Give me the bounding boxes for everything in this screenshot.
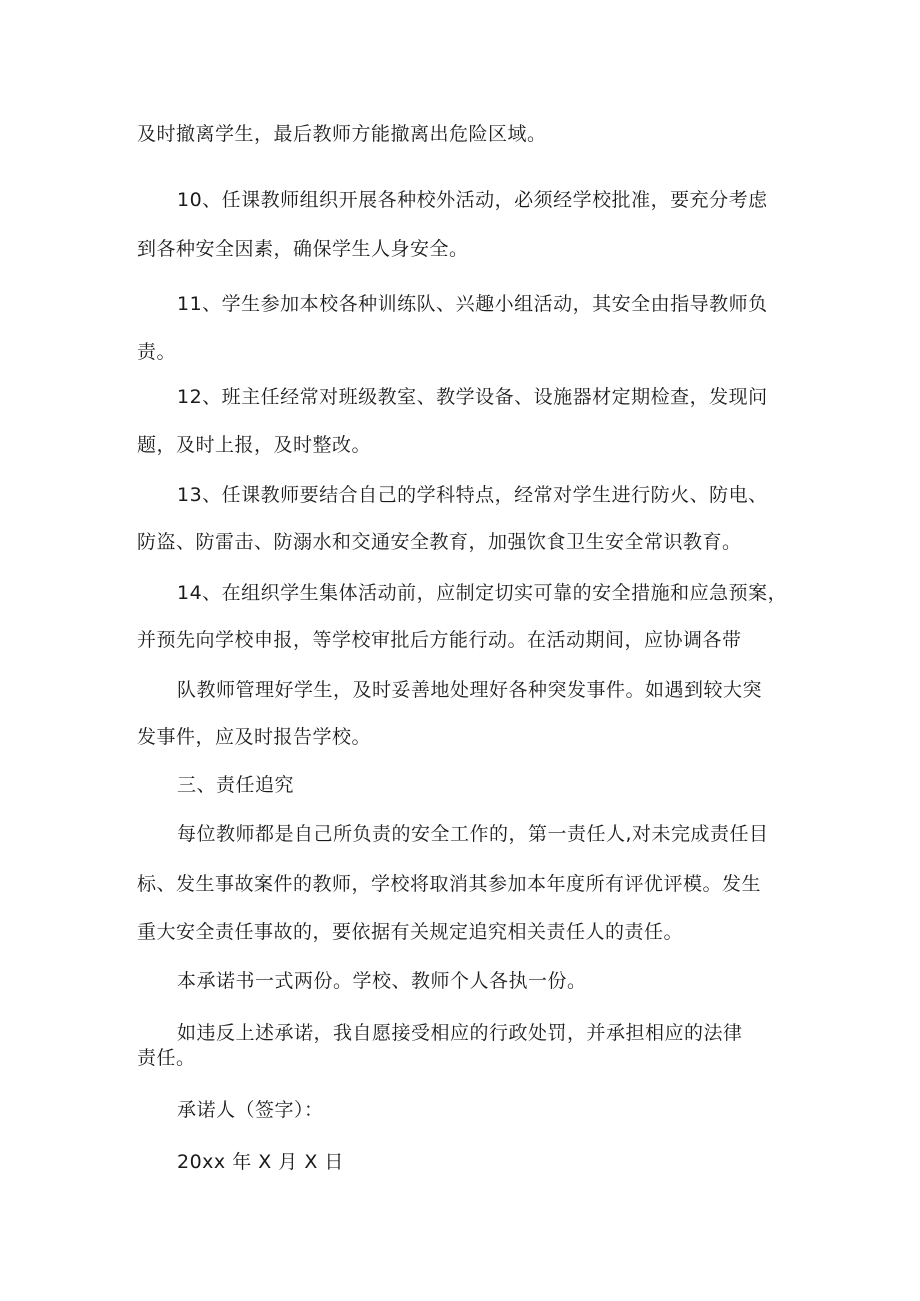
text-line: 重大安全责任事故的，要依据有关规定追究相关责任人的责任。 [137,921,684,943]
section-heading: 三、责任追究 [177,774,295,796]
text-line: 并预先向学校申报，等学校审批后方能行动。在活动期间，应协调各带 [137,629,742,651]
text-line: 题，及时上报，及时整改。 [137,434,372,456]
signature-label: 承诺人（签字）： [177,1099,324,1121]
date-line: 20xx 年 X 月 X 日 [177,1151,344,1173]
text-line: 11、学生参加本校各种训练队、兴趣小组活动，其安全由指导教师负 [177,293,768,315]
text-line: 12、班主任经常对班级教室、教学设备、设施器材定期检查，发现问 [177,386,768,408]
text-line: 本承诺书一式两份。学校、教师个人各执一份。 [177,970,587,992]
text-line: 到各种安全因素，确保学生人身安全。 [137,238,469,260]
text-line: 如违反上述承诺，我自愿接受相应的行政处罚，并承担相应的法律 [177,1022,743,1044]
text-line: 标、发生事故案件的教师，学校将取消其参加本年度所有评优评模。发生 [137,873,762,895]
text-line: 责。 [137,341,177,363]
text-line: 发事件，应及时报告学校。 [137,726,372,748]
text-line: 10、任课教师组织开展各种校外活动，必须经学校批准，要充分考虑 [177,189,768,211]
text-line: 14、在组织学生集体活动前，应制定切实可靠的安全措施和应急预案， [177,582,788,604]
text-line: 及时撤离学生，最后教师方能撤离出危险区域。 [137,123,547,145]
text-line: 13、任课教师要结合自己的学科特点，经常对学生进行防火、防电、 [177,484,768,506]
text-line: 防盗、防雷击、防溺水和交通安全教育，加强饮食卫生安全常识教育。 [137,531,742,553]
text-line: 队教师管理好学生，及时妥善地处理好各种突发事件。如遇到较大突 [177,679,763,701]
text-line: 每位教师都是自己所负责的安全工作的，第一责任人,对未完成责任目 [177,823,769,845]
text-line: 责任。 [137,1047,196,1069]
